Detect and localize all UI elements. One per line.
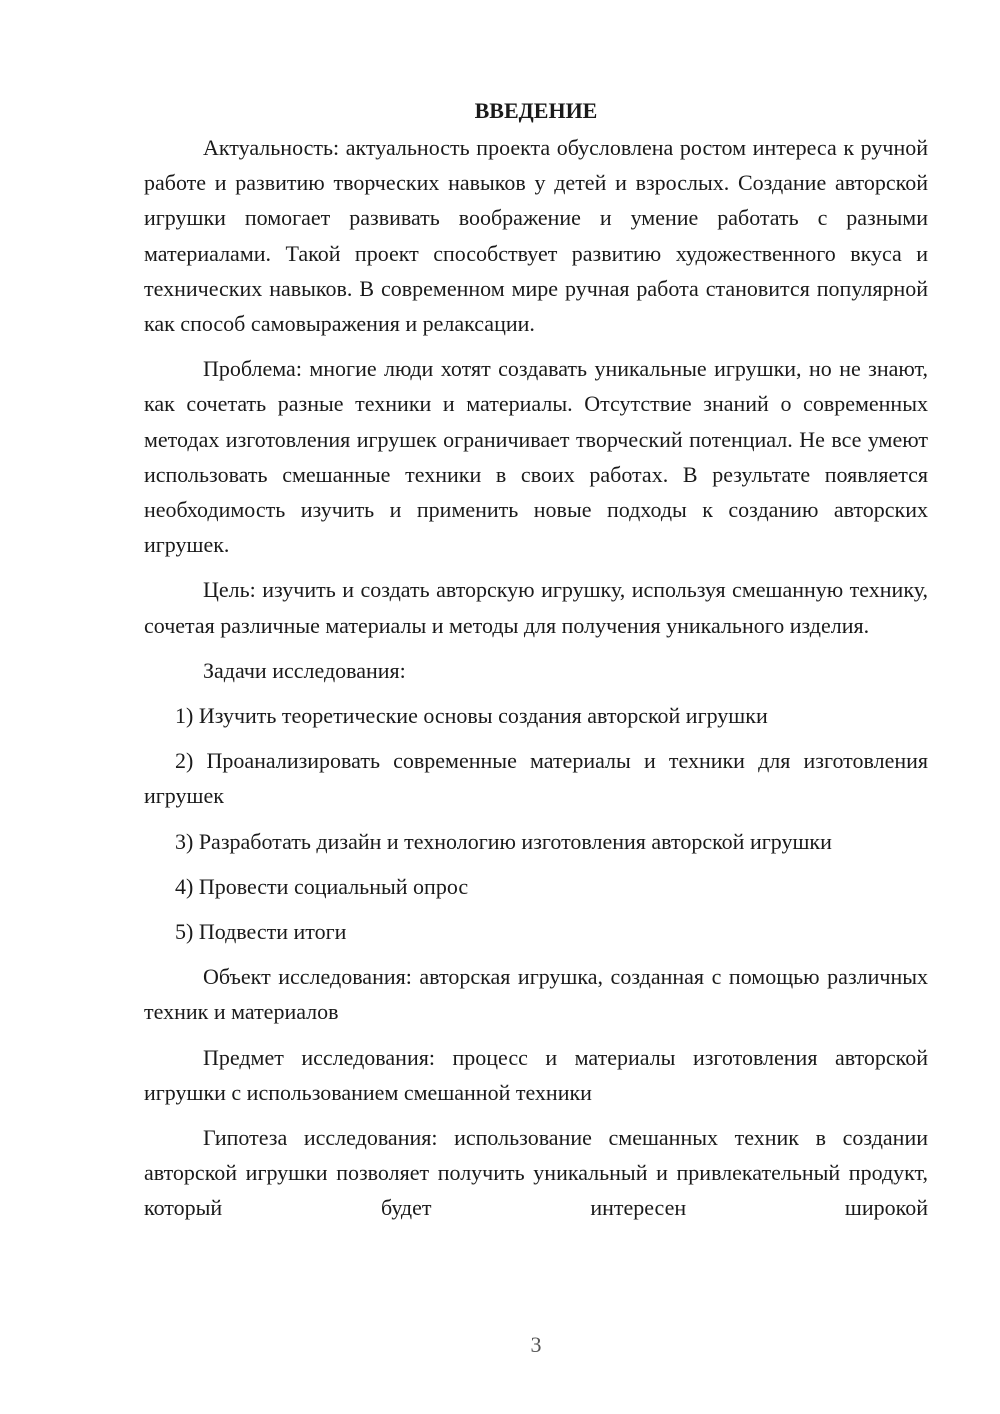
document-page (144, 93, 928, 1236)
task-item-3: 3) Разработать дизайн и технологию изготовления авторской игрушки (175, 828, 832, 854)
paragraph-hypothesis: Гипотеза исследования: использование смешанных техник в создании авторской игрушки позволяет получить уникальный и привлекательный продукт, который будет интересен широкой (144, 1125, 928, 1221)
paragraph-subject: Предмет исследования: процесс и материалы изготовления авторской игрушки с использованием смешанной техники (144, 1044, 928, 1105)
paragraph-tasks-heading: Задачи исследования: (203, 657, 406, 683)
task-item-4: 4) Провести социальный опрос (175, 873, 469, 899)
page-number: 3 (530, 1332, 542, 1357)
paragraph-problem: Проблема: многие люди хотят создавать уникальные игрушки, но не знают, как сочетать разные техники и материалы. Отсутствие знаний о современных методах изготовления игрушек ограничивает творческий потенциал. Не все умеют использовать смешанные техники в своих работах. В результате появляется необходимость изучить и применить новые подходы к созданию авторских игрушек. (144, 356, 928, 558)
task-item-5: 5) Подвести итоги (175, 919, 347, 945)
task-item-1: 1) Изучить теоретические основы создания авторской игрушки (175, 703, 768, 729)
task-item-2: 2) Проанализировать современные материалы и техники для изготовления игрушек (144, 748, 928, 809)
section-title: ВВЕДЕНИЕ (474, 98, 598, 123)
paragraph-object: Объект исследования: авторская игрушка, созданная с помощью различных техник и материалов (144, 964, 928, 1025)
paragraph-relevance: Актуальность: актуальность проекта обусловлена ростом интереса к ручной работе и развитию творческих навыков у детей и взрослых. Создание авторской игрушки помогает развивать воображение и умение работать с разными материалами. Такой проект способствует развитию художественного вкуса и технических навыков. В современном мире ручная работа становится популярной как способ самовыражения и релаксации. (144, 135, 928, 337)
paragraph-goal: Цель: изучить и создать авторскую игрушку, используя смешанную технику, сочетая различные материалы и методы для получения уникального изделия. (144, 577, 928, 638)
